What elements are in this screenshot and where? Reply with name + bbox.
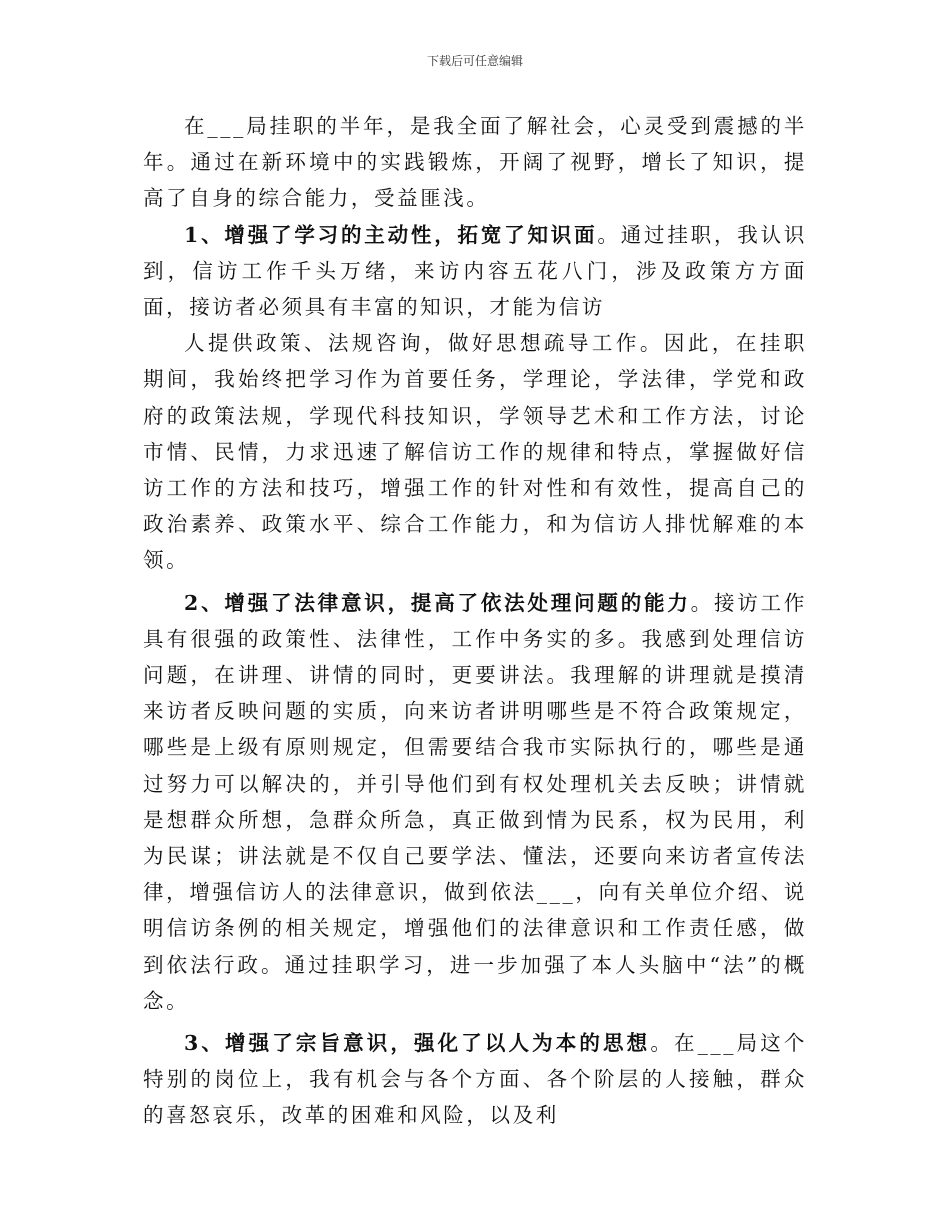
paragraph-point-2: [143, 585, 807, 1019]
paragraph-text: 。通过挂职，我认识到，信访工作千头万绪，来访内容五花八门，涉及政策方方面面，接访者必须具有丰富的知识，才能为信访: [143, 222, 807, 320]
paragraph-point-1: [143, 217, 807, 326]
paragraph-point-3: [143, 1025, 807, 1134]
paragraph-point-1-continued: [143, 325, 807, 578]
paragraph-text: 。在___局这个特别的岗位上，我有机会与各个方面、各个阶层的人接触，群众的喜怒哀乐，改革的困难和风险，以及利: [143, 1031, 807, 1128]
page-header: 下载后可任意编辑: [426, 54, 523, 68]
paragraph-heading: 1、增强了学习的主动性，拓宽了知识面: [184, 222, 598, 247]
paragraph-heading: 2、增强了法律意识，提高了依法处理问题的能力: [184, 590, 691, 615]
document-body: [143, 108, 807, 1134]
paragraph-text: 在___局挂职的半年，是我全面了解社会，心灵受到震撼的半年。通过在新环境中的实践锻炼，开阔了视野，增长了知识，提高了自身的综合能力，受益匪浅。: [143, 114, 807, 211]
paragraph-text: 人提供政策、法规咨询，做好思想疏导工作。因此，在挂职期间，我始终把学习作为首要任务，学理论，学法律，学党和政府的政策法规，学现代科技知识，学领导艺术和工作方法，讨论市情、民情，力求迅速了解信访工作的规律和特点，掌握做好信访工作的方法和技巧，增强工作的针对性和有效性，提高自己的政治素养、政策水平、综合工作能力，和为信访人排忧解难的本领。: [143, 331, 807, 573]
paragraph-text: 。接访工作具有很强的政策性、法律性，工作中务实的多。我感到处理信访问题，在讲理、讲情的同时，更要讲法。我理解的讲理就是摸清来访者反映问题的实质，向来访者讲明哪些是不符合政策规定，哪些是上级有原则规定，但需要结合我市实际执行的，哪些是通过努力可以解决的，并引导他们到有权处理机关去反映；讲情就是想群众所想，急群众所急，真正做到情为民系，权为民用，利为民谋；讲法就是不仅自己要学法、懂法，还要向来访者宣传法律，增强信访人的法律意识，做到依法___，向有关单位介绍、说明信访条例的相关规定，增强他们的法律意识和工作责任感，做到依法行政。通过挂职学习，进一步加强了本人头脑中“法”的概念。: [143, 590, 808, 1013]
paragraph-intro: [143, 108, 807, 217]
paragraph-heading: 3、增强了宗旨意识，强化了以人为本的思想: [184, 1031, 651, 1056]
